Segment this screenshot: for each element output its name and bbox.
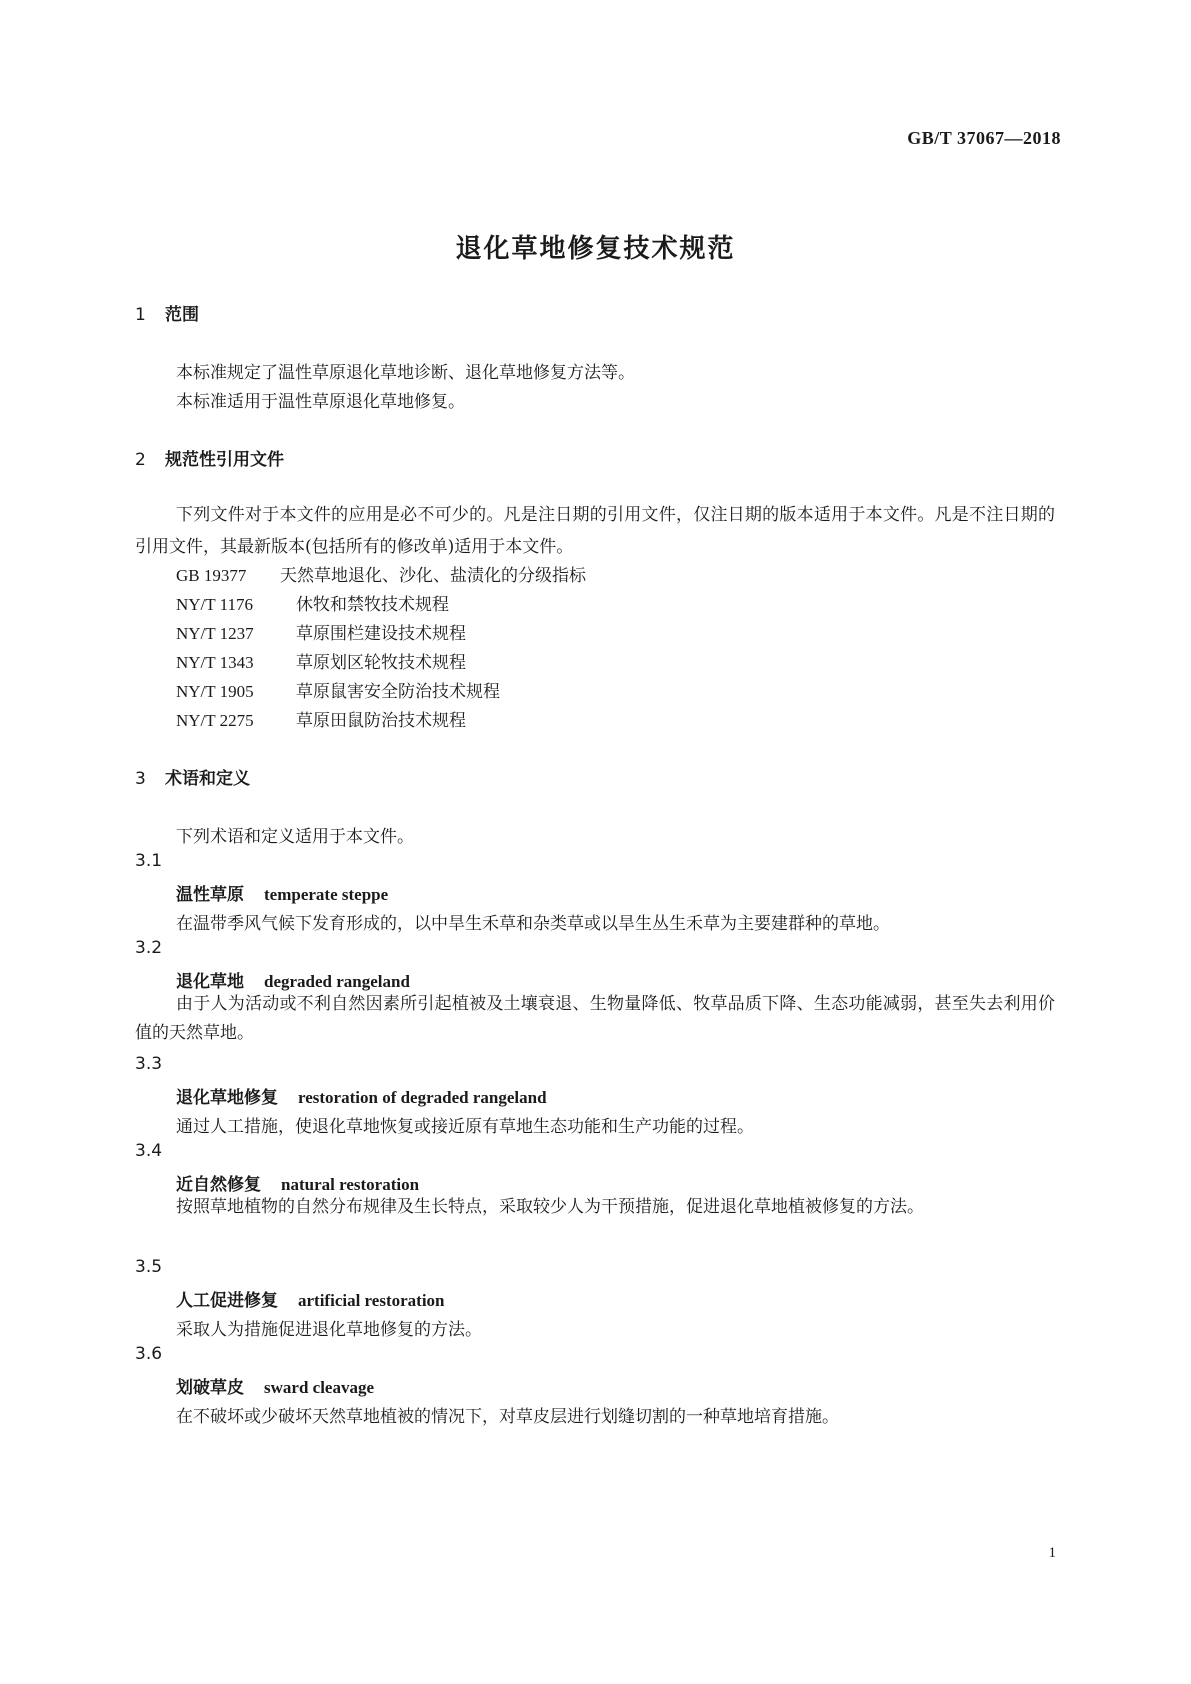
reference-code: NY/T 1176 [176,595,253,614]
term-heading [176,1170,419,1195]
reference-item [176,561,586,586]
section-heading-scope [135,300,199,325]
section-heading-normative-references [135,445,284,470]
term-chinese: 退化草地修复 [176,1088,278,1108]
scope-paragraph: 本标准适用于温性草原退化草地修复。 [176,392,465,412]
term-chinese: 退化草地 [176,972,244,992]
term-english: artificial restoration [298,1291,445,1310]
reference-code: NY/T 1905 [176,682,254,701]
term-number: 3.6 [135,1344,163,1364]
reference-title: 天然草地退化、沙化、盐渍化的分级指标 [280,566,586,586]
term-number: 3.4 [135,1141,163,1161]
term-english: restoration of degraded rangeland [298,1088,547,1107]
document-title: 退化草地修复技术规范 [455,234,736,264]
term-number: 3.1 [135,851,163,871]
standard-number: GB/T 37067—2018 [907,128,1061,148]
term-chinese: 人工促进修复 [176,1291,278,1311]
term-heading [176,1286,445,1311]
scope-paragraph: 本标准规定了温性草原退化草地诊断、退化草地修复方法等。 [176,363,635,383]
term-number: 3.5 [135,1257,163,1277]
reference-item [176,706,466,731]
term-definition: 按照草地植物的自然分布规律及生长特点，采取较少人为干预措施，促进退化草地植被修复的方法。 [176,1197,924,1217]
reference-item [176,619,466,644]
section-number: 1 [135,305,146,325]
term-english: temperate steppe [264,885,389,904]
reference-code: NY/T 2275 [176,711,254,730]
term-chinese: 划破草皮 [176,1378,244,1398]
reference-title: 草原田鼠防治技术规程 [296,711,466,731]
reference-code: GB 19377 [176,566,247,585]
term-heading [176,880,388,905]
term-definition: 在温带季风气候下发育形成的，以中旱生禾草和杂类草或以旱生丛生禾草为主要建群种的草地。 [176,914,890,934]
term-heading [176,967,410,992]
reference-item [176,590,449,615]
term-chinese: 温性草原 [176,885,244,905]
section-title: 范围 [165,305,199,325]
reference-title: 草原围栏建设技术规程 [296,624,466,644]
term-heading [176,1083,547,1108]
term-definition: 在不破坏或少破坏天然草地植被的情况下，对草皮层进行划缝切割的一种草地培育措施。 [176,1407,839,1427]
term-number: 3.3 [135,1054,163,1074]
term-definition: 通过人工措施，使退化草地恢复或接近原有草地生态功能和生产功能的过程。 [176,1117,754,1137]
section-heading-terms-definitions [135,764,250,789]
term-english: natural restoration [281,1175,420,1194]
section-number: 2 [135,450,146,470]
term-english: sward cleavage [264,1378,375,1397]
section-title: 规范性引用文件 [165,450,284,470]
reference-item [176,648,466,673]
section-title: 术语和定义 [165,769,250,789]
term-definition: 由于人为活动或不利自然因素所引起植被及土壤衰退、生物量降低、牧草品质下降、生态功能减弱，甚至失去利用价值的天然草地。 [135,994,1055,1043]
reference-code: NY/T 1237 [176,624,254,643]
term-definition: 采取人为措施促进退化草地修复的方法。 [176,1320,482,1340]
term-english: degraded rangeland [264,972,410,991]
references-intro-paragraph: 下列文件对于本文件的应用是必不可少的。凡是注日期的引用文件，仅注日期的版本适用于本文件。凡是不注日期的引用文件，其最新版本(包括所有的修改单)适用于本文件。 [135,505,1055,557]
section-number: 3 [135,769,146,789]
reference-title: 休牧和禁牧技术规程 [296,595,449,615]
page-number: 1 [1048,1545,1056,1561]
term-number: 3.2 [135,938,163,958]
reference-code: NY/T 1343 [176,653,254,672]
reference-title: 草原划区轮牧技术规程 [296,653,466,673]
reference-item [176,677,500,702]
term-chinese: 近自然修复 [176,1175,261,1195]
term-heading [176,1373,374,1398]
terms-intro-paragraph: 下列术语和定义适用于本文件。 [176,827,414,847]
reference-title: 草原鼠害安全防治技术规程 [296,682,500,702]
